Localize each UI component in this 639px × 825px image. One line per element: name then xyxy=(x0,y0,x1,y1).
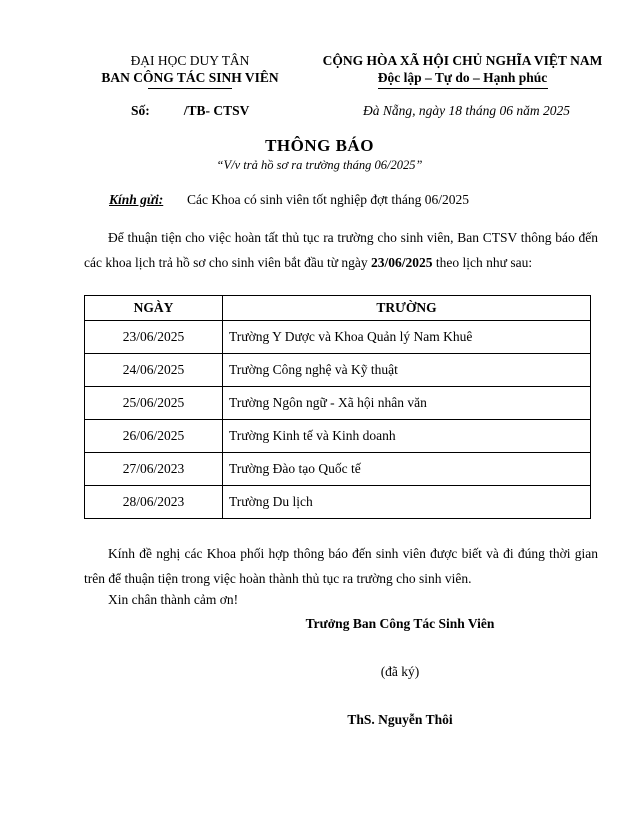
header-school: TRƯỜNG xyxy=(223,296,591,321)
row-school: Trường Du lịch xyxy=(223,486,591,519)
table-row xyxy=(85,321,591,354)
row-date: 23/06/2025 xyxy=(85,321,223,354)
row-school: Trường Y Dược và Khoa Quản lý Nam Khuê xyxy=(223,321,591,354)
department-underline xyxy=(148,88,232,89)
document-title: THÔNG BÁO xyxy=(265,136,374,155)
recipient-label: Kính gửi: xyxy=(109,192,164,207)
signed-note: (đã ký) xyxy=(380,664,420,679)
intro-paragraph xyxy=(84,225,598,275)
row-school: Trường Công nghệ và Kỹ thuật xyxy=(223,354,591,387)
header-date: NGÀY xyxy=(85,296,223,321)
table-row xyxy=(85,387,591,420)
closing-thanks: Xin chân thành cảm ơn! xyxy=(108,592,239,607)
signer-title: Trưởng Ban Công Tác Sinh Viên xyxy=(305,616,495,631)
row-school: Trường Ngôn ngữ - Xã hội nhân văn xyxy=(223,387,591,420)
document-subtitle: “V/v trả hồ sơ ra trường tháng 06/2025” xyxy=(216,158,423,172)
recipient-text: Các Khoa có sinh viên tốt nghiệp đợt tháng 06/2025 xyxy=(187,192,469,207)
row-date: 27/06/2023 xyxy=(85,453,223,486)
table-row xyxy=(85,453,591,486)
closing-request-paragraph: Kính đề nghị các Khoa phối hợp thông báo đến sinh viên được biết và đi đúng thời gian trên để thuận tiện trong việc hoàn thành thủ tục ra trường cho sinh viên. xyxy=(84,546,598,586)
row-date: 26/06/2025 xyxy=(85,420,223,453)
organization-name: ĐẠI HỌC DUY TÂN xyxy=(130,53,250,68)
republic-name: CỘNG HÒA XÃ HỘI CHỦ NGHĨA VIỆT NAM xyxy=(322,53,603,68)
row-school: Trường Đào tạo Quốc tế xyxy=(223,453,591,486)
intro-start-date: 23/06/2025 xyxy=(371,255,433,270)
document-number-label: Số: xyxy=(131,103,150,118)
department-name: BAN CÔNG TÁC SINH VIÊN xyxy=(101,70,279,85)
signer-name: ThS. Nguyễn Thôi xyxy=(347,712,453,727)
document-number xyxy=(131,103,249,119)
national-motto: Độc lập – Tự do – Hạnh phúc xyxy=(377,70,548,85)
intro-text-before: Để thuận tiện cho việc hoàn tất thủ tục ra trường cho sinh viên, Ban CTSV thông báo đến các khoa lịch trả hồ sơ cho sinh viên bắt đầu từ ngày xyxy=(84,230,598,270)
table-row xyxy=(85,420,591,453)
document-number-code: /TB- CTSV xyxy=(183,103,250,118)
motto-underline xyxy=(378,88,548,89)
table-row xyxy=(85,354,591,387)
document-date: Đà Nẵng, ngày 18 tháng 06 năm 2025 xyxy=(363,103,570,118)
table-header-row xyxy=(85,296,591,321)
intro-text-after: theo lịch như sau: xyxy=(432,255,533,270)
row-date: 24/06/2025 xyxy=(85,354,223,387)
schedule-table xyxy=(84,295,591,519)
row-school: Trường Kinh tế và Kinh doanh xyxy=(223,420,591,453)
row-date: 25/06/2025 xyxy=(85,387,223,420)
row-date: 28/06/2023 xyxy=(85,486,223,519)
table-row xyxy=(85,486,591,519)
